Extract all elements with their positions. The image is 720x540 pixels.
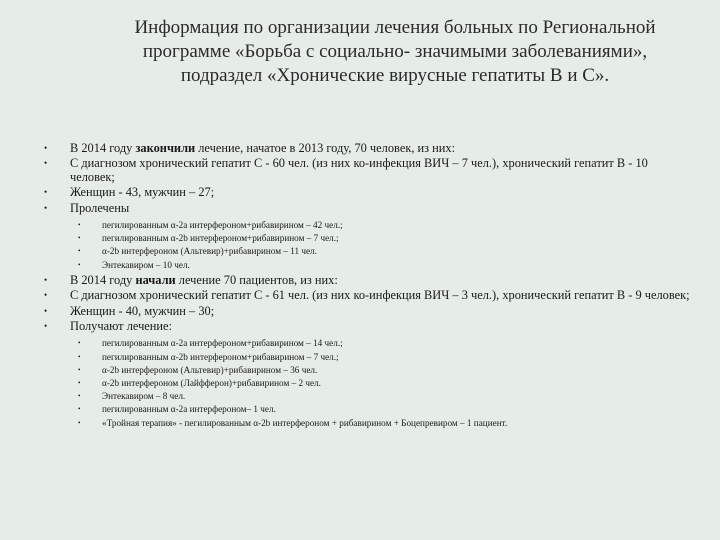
slide-content bbox=[44, 142, 694, 430]
list-item-gender-1: • Женщин - 43, мужчин – 27; bbox=[44, 185, 215, 200]
bullet-icon: • bbox=[44, 202, 48, 213]
sub-list-item: • «Тройная терапия» - пегилированным α-2b интерфероном + рибавирином + Боцепревиром – 1 пациент. bbox=[44, 417, 694, 430]
sub-list-item: • пегилированным α-2b интерфероном+рибавирином – 7 чел.; bbox=[44, 351, 694, 364]
bullet-icon: • bbox=[78, 365, 81, 374]
sub-list-item: • пегилированным α-2а интерфероном– 1 чел. bbox=[44, 403, 694, 416]
bullet-icon: • bbox=[44, 187, 48, 198]
sub-list-item: • Энтекавиром – 8 чел. bbox=[44, 390, 694, 403]
sub-list-item: • Энтекавиром – 10 чел. bbox=[44, 259, 694, 272]
bullet-icon: • bbox=[44, 305, 48, 316]
bullet-icon: • bbox=[78, 247, 81, 256]
list-item-gender-2: • Женщин - 40, мужчин – 30; bbox=[44, 303, 215, 318]
bullet-icon: • bbox=[78, 234, 81, 243]
sub-list-item: • пегилированным α-2b интерфероном+рибавирином – 7 чел.; bbox=[44, 232, 694, 245]
list-item-diagnosis-1: • С диагнозом хронический гепатит С - 60 чел. (из них ко-инфекция ВИЧ – 7 чел.), хронический гепатит В - 10 человек; bbox=[44, 156, 648, 184]
sub-list-item: • пегилированным α-2а интерфероном+рибавирином – 42 чел.; bbox=[44, 219, 694, 232]
list-item-receiving: • Получают лечение: bbox=[44, 319, 173, 334]
bullet-icon: • bbox=[44, 290, 48, 301]
bullet-icon: • bbox=[78, 418, 81, 427]
bullet-icon: • bbox=[78, 339, 81, 348]
bullet-icon: • bbox=[78, 352, 81, 361]
list-item-treated: • Пролечены bbox=[44, 200, 130, 215]
list-item-diagnosis-2: • С диагнозом хронический гепатит С - 61 чел. (из них ко-инфекция ВИЧ – 3 чел.), хронический гепатит В - 9 человек; bbox=[44, 288, 690, 303]
bold-started: начали bbox=[135, 272, 176, 287]
bullet-icon: • bbox=[44, 274, 48, 285]
bullet-icon: • bbox=[44, 143, 48, 153]
bullet-icon: • bbox=[44, 158, 48, 169]
bullet-icon: • bbox=[78, 260, 81, 269]
sub-list-item: • пегилированным α-2а интерфероном+рибавирином – 14 чел.; bbox=[44, 337, 694, 350]
bullet-icon: • bbox=[44, 321, 48, 332]
list-item-started: • В 2014 году начали лечение 70 пациентов, из них: bbox=[44, 272, 338, 287]
bullet-icon: • bbox=[78, 405, 81, 414]
bullet-icon: • bbox=[78, 379, 81, 388]
title-line-3: подраздел «Хронические вирусные гепатиты В и С». bbox=[180, 65, 610, 86]
list-item-finished: • В 2014 году закончили лечение, начатое в 2013 году, 70 человек, из них: bbox=[44, 141, 456, 155]
sub-list-item: • α-2b интерфероном (Альтевир)+рибавирином – 11 чел. bbox=[44, 245, 694, 258]
bullet-icon: • bbox=[78, 392, 81, 401]
title-line-2: программе «Борьба с социально- значимыми заболеваниями», bbox=[142, 41, 648, 62]
title-line-1: Информация по организации лечения больных по Региональной bbox=[134, 17, 656, 38]
bold-finished: закончили bbox=[135, 141, 196, 155]
bullet-icon: • bbox=[78, 221, 81, 230]
slide-title bbox=[100, 16, 690, 88]
sub-list-item: • α-2b интерфероном (Лайфферон)+рибавирином – 2 чел. bbox=[44, 377, 694, 390]
sub-list-item: • α-2b интерфероном (Альтевир)+рибавирином – 36 чел. bbox=[44, 364, 694, 377]
